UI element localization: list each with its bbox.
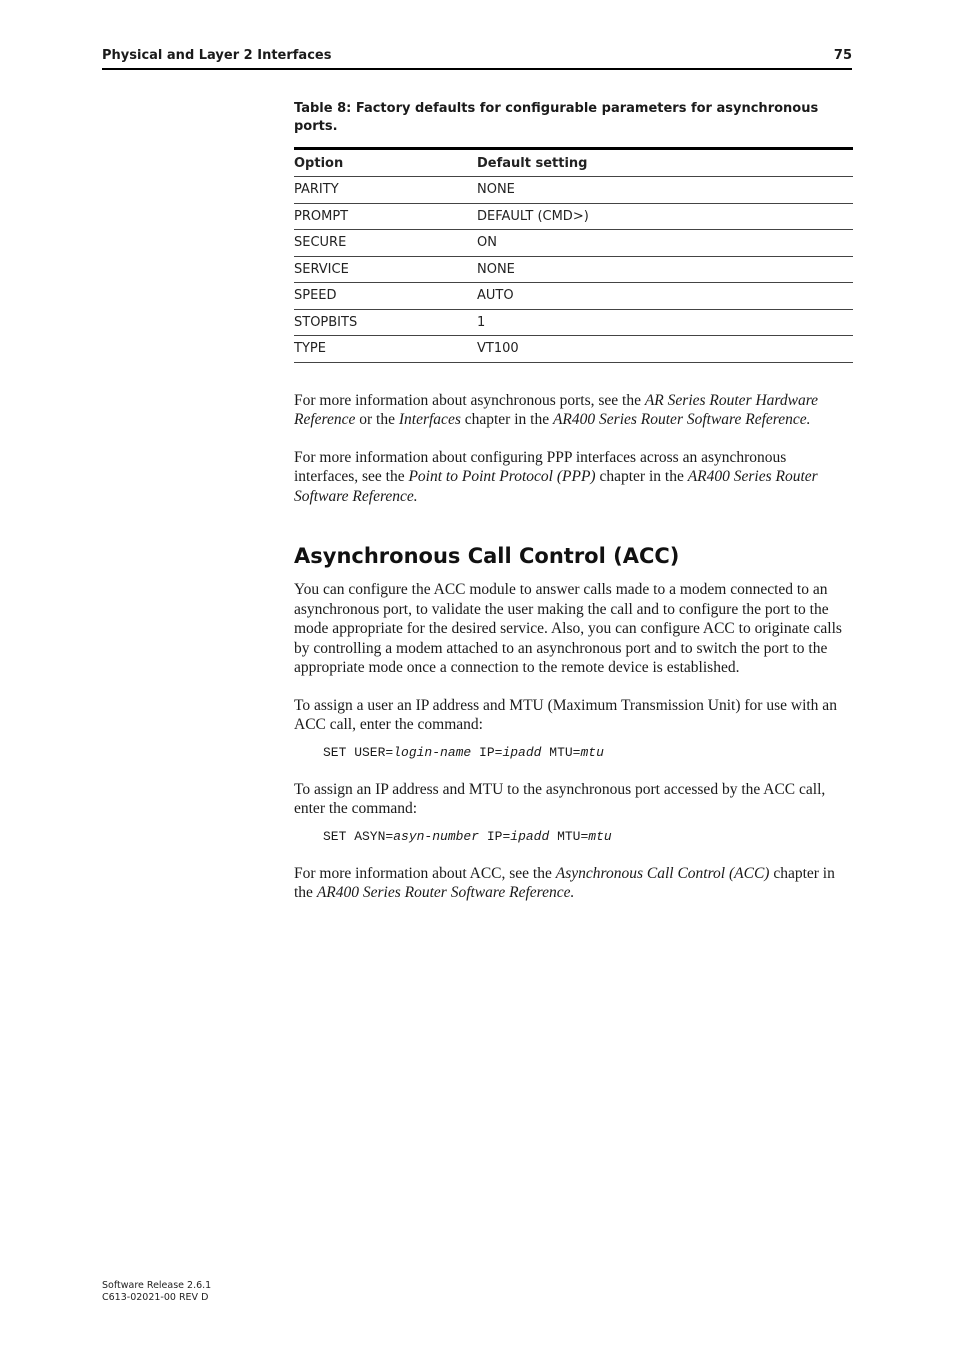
column-header-default: Default setting	[477, 149, 853, 177]
async-ports-info-paragraph	[294, 391, 853, 430]
text-run: For more information about asynchronous ports, see the	[294, 391, 645, 409]
text-run: or the	[355, 411, 399, 428]
page-number: 75	[833, 48, 852, 63]
interfaces-chapter-citation: Interfaces	[398, 411, 461, 428]
table-row	[294, 309, 853, 336]
table-row	[294, 203, 853, 230]
table-row	[294, 256, 853, 283]
option-cell: SERVICE	[294, 256, 477, 283]
acc-intro-paragraph: You can configure the ACC module to answer calls made to a modem connected to an asynchronous port, to validate the user making the call and to configure the port to the mode appropriate for the desired service. Also, you can configure ACC to originate calls by controlling a modem attached to an asynchronous port and to switch the port to the appropriate mode once a connection to the remote device is established.	[294, 581, 842, 676]
acc-info-paragraph	[294, 864, 853, 903]
text-run: chapter in the	[294, 864, 835, 901]
text-run: chapter in the	[460, 411, 553, 428]
command-keyword: IP=	[471, 744, 503, 760]
software-reference-citation: AR400 Series Router Software Reference.	[294, 468, 818, 505]
default-cell: VT100	[477, 336, 853, 363]
table-header-row	[294, 149, 853, 177]
main-content	[294, 100, 853, 903]
table-row	[294, 230, 853, 257]
command-keyword: SET ASYN=	[323, 828, 394, 844]
table-row	[294, 177, 853, 204]
software-release: Software Release 2.6.1	[102, 1280, 212, 1291]
section-heading: Asynchronous Call Control (ACC)	[294, 544, 680, 568]
software-reference-citation: AR400 Series Router Software Reference.	[552, 411, 811, 428]
default-cell: 1	[477, 309, 853, 336]
assign-user-paragraph: To assign a user an IP address and MTU (Maximum Transmission Unit) for use with an ACC call, enter the command:	[294, 696, 837, 733]
text-run: chapter in the	[595, 468, 688, 485]
header-title: Physical and Layer 2 Interfaces	[102, 48, 332, 63]
default-cell: ON	[477, 230, 853, 257]
table-row	[294, 283, 853, 310]
option-cell: SPEED	[294, 283, 477, 310]
command-keyword: SET USER=	[323, 744, 394, 760]
page-header	[102, 48, 852, 70]
table-caption: Table 8: Factory defaults for configurable parameters for asynchronous ports.	[294, 101, 819, 134]
table-row	[294, 336, 853, 363]
default-cell: DEFAULT (CMD>)	[477, 203, 853, 230]
default-cell: NONE	[477, 177, 853, 204]
command-parameter: ipadd	[502, 744, 542, 760]
command-parameter: login-name	[393, 744, 472, 760]
default-cell: NONE	[477, 256, 853, 283]
assign-port-paragraph: To assign an IP address and MTU to the asynchronous port accessed by the ACC call, enter the command:	[294, 780, 826, 817]
ppp-info-paragraph	[294, 448, 853, 507]
set-asyn-command	[323, 828, 853, 846]
text-run: For more information about configuring PPP interfaces across an asynchronous interfaces, see the	[294, 448, 787, 485]
acc-chapter-citation: Asynchronous Call Control (ACC)	[555, 864, 770, 882]
set-user-command	[323, 744, 853, 762]
text-run: For more information about ACC, see the	[294, 864, 556, 882]
option-cell: TYPE	[294, 336, 477, 363]
command-keyword: MTU=	[549, 828, 589, 844]
option-cell: SECURE	[294, 230, 477, 257]
command-parameter: mtu	[588, 828, 612, 844]
defaults-table	[294, 147, 853, 363]
option-cell: STOPBITS	[294, 309, 477, 336]
option-cell: PROMPT	[294, 203, 477, 230]
ppp-chapter-citation: Point to Point Protocol (PPP)	[408, 468, 596, 485]
document-code: C613-02021-00 REV D	[102, 1292, 209, 1303]
command-keyword: IP=	[479, 828, 511, 844]
column-header-option: Option	[294, 149, 477, 177]
command-parameter: asyn-number	[393, 828, 480, 844]
command-keyword: MTU=	[541, 744, 581, 760]
default-cell: AUTO	[477, 283, 853, 310]
page-footer	[102, 1280, 211, 1304]
command-parameter: mtu	[580, 744, 604, 760]
command-parameter: ipadd	[510, 828, 550, 844]
hardware-reference-citation: AR Series Router Hardware Reference	[294, 391, 819, 428]
option-cell: PARITY	[294, 177, 477, 204]
software-reference-citation: AR400 Series Router Software Reference.	[316, 884, 575, 901]
